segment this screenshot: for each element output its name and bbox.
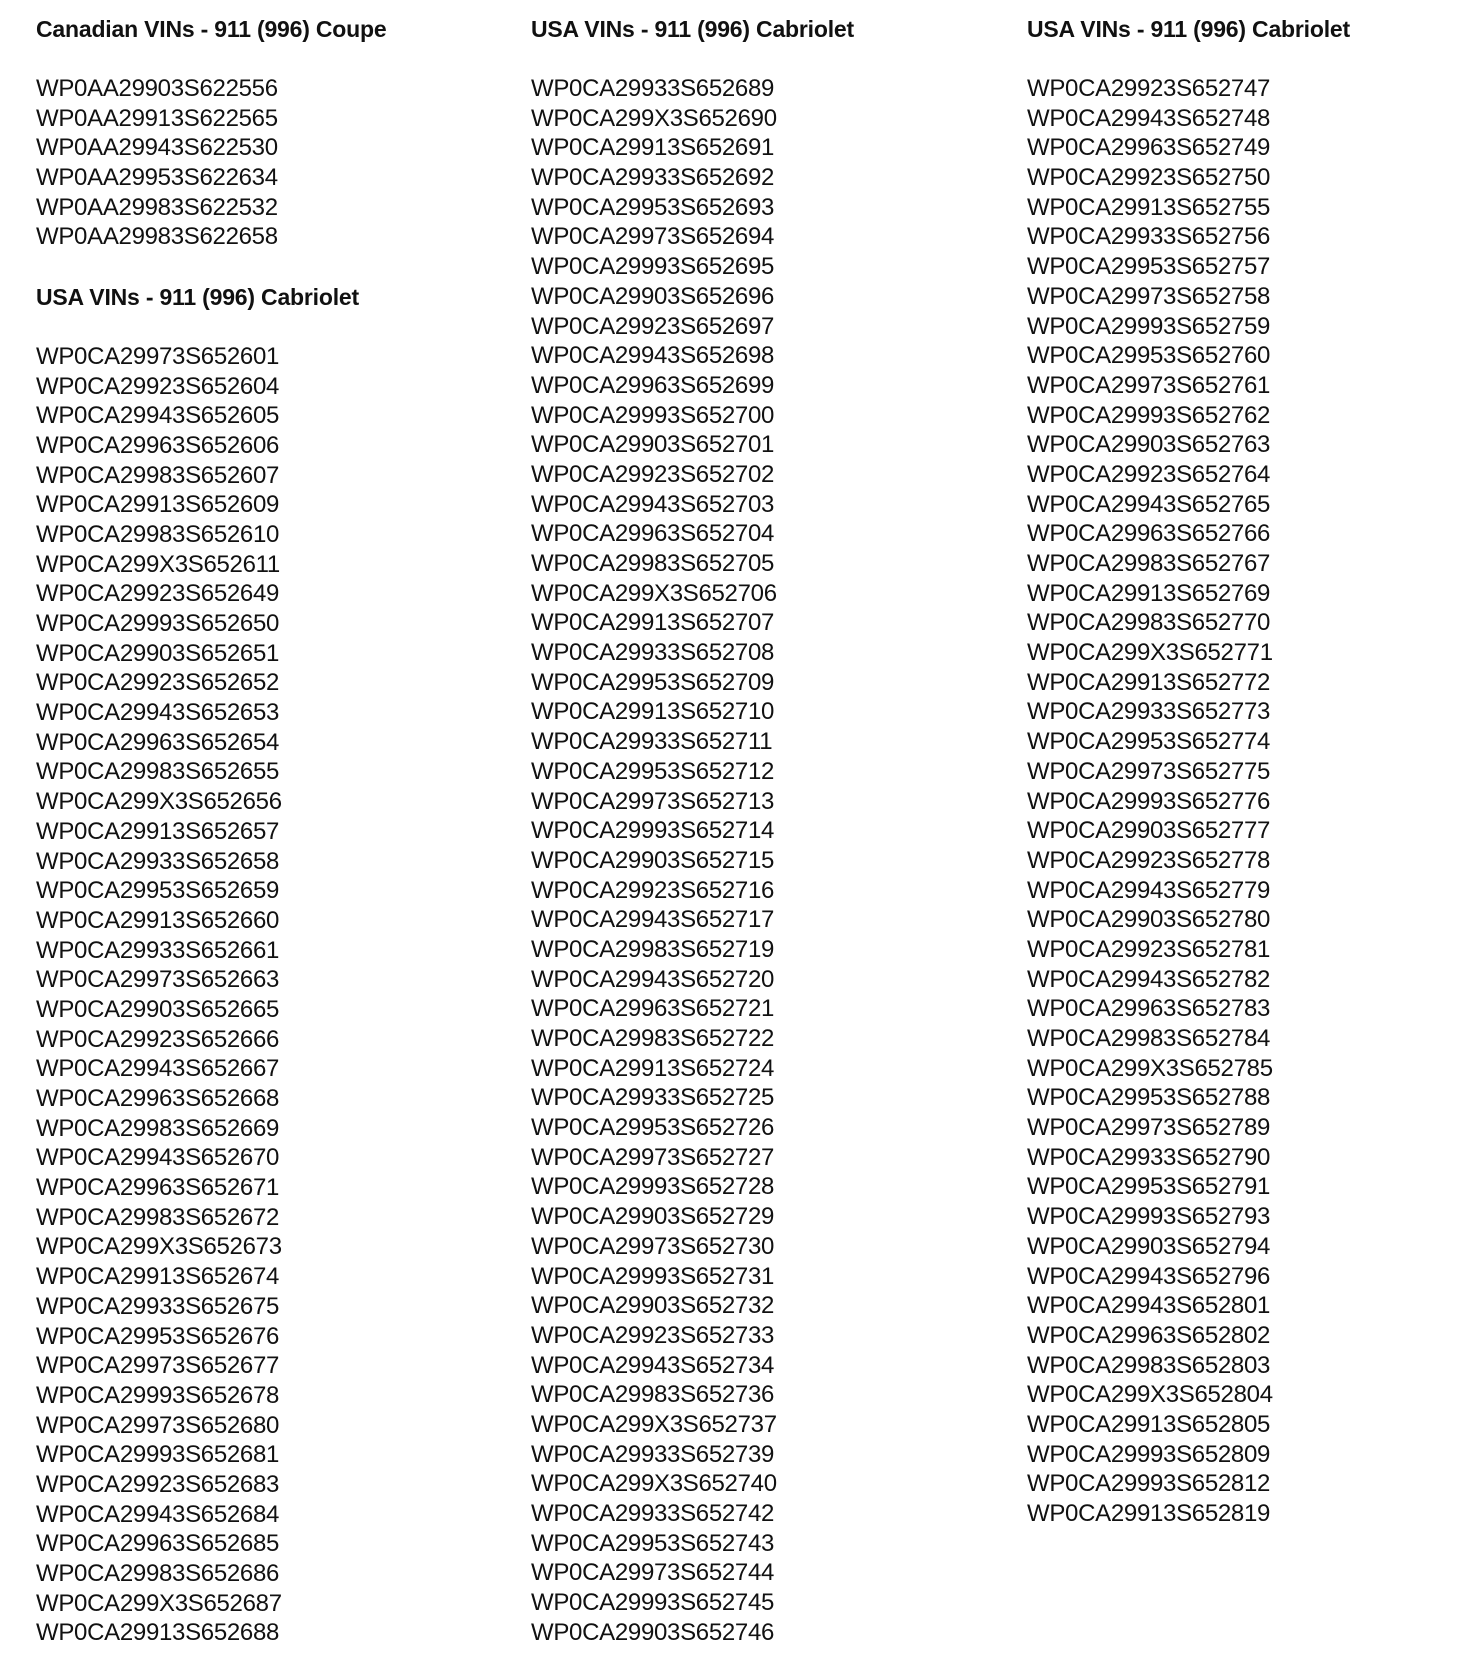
vin-item: WP0CA29923S652702 [531,460,775,488]
group-usa-cabriolet-3 [1027,14,1350,1529]
vin-item: WP0CA29963S652685 [36,1530,280,1558]
vin-list [531,74,854,1647]
vin-item: WP0CA29943S652684 [36,1500,280,1528]
vin-item: WP0CA29983S652655 [36,758,280,786]
vin-item: WP0CA29923S652733 [531,1321,775,1349]
vin-item: WP0CA29963S652749 [1027,134,1271,162]
vin-item: WP0CA29973S652601 [36,342,280,370]
vin-item: WP0CA29913S652688 [36,1619,280,1647]
vin-item: WP0CA29903S652665 [36,995,280,1023]
vin-item: WP0CA29983S652669 [36,1114,280,1142]
vin-item: WP0CA29973S652730 [531,1232,775,1260]
vin-item: WP0CA29963S652606 [36,431,280,459]
vin-item: WP0CA29993S652714 [531,817,775,845]
vin-item: WP0CA29923S652764 [1027,460,1271,488]
vin-item: WP0CA29973S652677 [36,1352,280,1380]
vin-item: WP0CA29953S652788 [1027,1084,1271,1112]
vin-item: WP0CA29943S652782 [1027,965,1271,993]
vin-list [36,74,386,252]
vin-item: WP0CA29903S652780 [1027,906,1271,934]
vin-item: WP0CA29923S652716 [531,876,775,904]
vin-item: WP0CA29943S652667 [36,1055,280,1083]
vin-item: WP0CA29943S652670 [36,1144,280,1172]
vin-item: WP0CA299X3S652690 [531,104,777,132]
vin-item: WP0CA29993S652759 [1027,312,1271,340]
vin-item: WP0CA29903S652701 [531,431,775,459]
vin-item: WP0CA29973S652680 [36,1411,280,1439]
vin-item: WP0CA29973S652663 [36,966,280,994]
vin-item: WP0CA29983S652705 [531,550,775,577]
vin-item: WP0CA29933S652658 [36,847,280,875]
section-heading: Canadian VINs - 911 (996) Coupe [36,16,387,42]
group-usa-cabriolet-2 [531,14,854,1647]
vin-item: WP0CA29983S652607 [36,461,280,489]
vin-item: WP0CA29913S652819 [1027,1500,1271,1527]
vin-item: WP0CA29963S652721 [531,995,775,1023]
vin-item: WP0CA29913S652805 [1027,1410,1271,1438]
vin-item: WP0CA29923S652750 [1027,164,1271,192]
vin-item: WP0CA29903S652777 [1027,817,1271,845]
vin-item: WP0CA29983S652784 [1027,1025,1271,1052]
vin-item: WP0CA29933S652675 [36,1292,280,1320]
vin-item: WP0AA29983S622532 [36,193,278,221]
vin-item: WP0CA29993S652812 [1027,1470,1271,1498]
vin-item: WP0CA29993S652681 [36,1441,280,1469]
vin-item: WP0CA29913S652657 [36,817,280,845]
vin-item: WP0CA29983S652610 [36,520,280,548]
vin-item: WP0CA29953S652774 [1027,728,1271,756]
vin-item: WP0CA29993S652678 [36,1381,280,1409]
vin-item: WP0CA29933S652708 [531,639,775,667]
vin-item: WP0CA29993S652728 [531,1173,775,1201]
vin-item: WP0CA29973S652789 [1027,1114,1271,1142]
vin-item: WP0CA29953S652709 [531,668,775,696]
vin-item: WP0CA29903S652696 [531,282,775,310]
vin-item: WP0CA29993S652700 [531,401,775,429]
vin-item: WP0CA29963S652783 [1027,995,1271,1023]
vin-item: WP0CA29983S652719 [531,935,775,963]
vin-item: WP0CA29943S652734 [531,1351,775,1379]
vin-item: WP0CA29923S652683 [36,1470,280,1498]
vin-item: WP0CA29953S652676 [36,1322,280,1350]
vin-item: WP0CA29903S652715 [531,846,775,874]
vin-item: WP0CA29933S652711 [531,728,773,756]
vin-item: WP0CA29993S652793 [1027,1203,1271,1231]
column-1 [36,14,386,1648]
vin-item: WP0CA29953S652791 [1027,1173,1271,1201]
vin-item: WP0CA299X3S652804 [1027,1381,1273,1409]
vin-item: WP0CA299X3S652611 [36,550,280,578]
vin-item: WP0CA29923S652747 [1027,75,1271,102]
vin-item: WP0CA29963S652654 [36,728,280,756]
vin-item: WP0CA29943S652698 [531,342,775,370]
section-heading: USA VINs - 911 (996) Cabriolet [531,16,854,42]
vin-item: WP0CA29943S652765 [1027,490,1271,518]
vin-item: WP0CA29913S652769 [1027,579,1271,607]
vin-item: WP0CA29963S652766 [1027,520,1271,548]
vin-item: WP0CA29983S652686 [36,1560,280,1587]
vin-item: WP0CA29913S652691 [531,134,775,162]
vin-item: WP0CA29913S652755 [1027,193,1271,221]
vin-item: WP0CA29933S652692 [531,164,775,192]
vin-item: WP0CA29983S652672 [36,1203,280,1231]
vin-item: WP0CA29953S652659 [36,877,280,905]
vin-item: WP0CA29973S652694 [531,223,775,251]
vin-item: WP0CA29923S652649 [36,580,280,608]
vin-item: WP0CA29933S652756 [1027,223,1271,251]
vin-item: WP0CA29933S652790 [1027,1143,1271,1171]
vin-item: WP0CA29963S652671 [36,1174,280,1202]
vin-item: WP0CA29923S652604 [36,372,280,400]
vin-item: WP0CA29943S652801 [1027,1292,1271,1320]
vin-item: WP0CA29913S652609 [36,491,280,519]
vin-item: WP0AA29903S622556 [36,75,278,102]
vin-item: WP0CA29903S652763 [1027,431,1271,459]
vin-item: WP0CA29983S652767 [1027,550,1271,577]
vin-item: WP0CA29933S652689 [531,75,775,102]
vin-item: WP0CA29993S652731 [531,1262,775,1290]
vin-item: WP0CA29933S652661 [36,936,280,964]
vin-item: WP0CA29953S652693 [531,193,775,221]
vin-item: WP0CA29903S652746 [531,1618,775,1646]
vin-item: WP0CA29983S652722 [531,1025,775,1052]
vin-item: WP0CA29943S652653 [36,699,280,727]
vin-item: WP0CA29953S652757 [1027,253,1271,281]
vin-item: WP0CA299X3S652673 [36,1233,282,1261]
vin-item: WP0CA29953S652743 [531,1529,775,1557]
vin-list [1027,74,1350,1529]
vin-item: WP0CA29973S652758 [1027,282,1271,310]
vin-item: WP0CA29923S652652 [36,669,280,697]
vin-item: WP0CA299X3S652785 [1027,1054,1273,1082]
vin-item: WP0CA29913S652660 [36,906,280,934]
group-usa-cabriolet-1 [36,282,386,1648]
vin-item: WP0CA29943S652796 [1027,1262,1271,1290]
vin-item: WP0CA29933S652773 [1027,698,1271,726]
vin-item: WP0CA29943S652779 [1027,876,1271,904]
vin-item: WP0CA29983S652770 [1027,609,1271,637]
vin-item: WP0CA29923S652697 [531,312,775,340]
vin-item: WP0AA29913S622565 [36,104,278,132]
vin-item: WP0CA29933S652742 [531,1500,775,1527]
vin-item: WP0CA29953S652726 [531,1114,775,1142]
vin-item: WP0CA29913S652707 [531,609,775,637]
vin-item: WP0CA29903S652794 [1027,1232,1271,1260]
vin-item: WP0CA29993S652745 [531,1589,775,1617]
vin-item: WP0CA29913S652724 [531,1054,775,1082]
vin-item: WP0CA29943S652748 [1027,104,1271,132]
vin-item: WP0CA29993S652762 [1027,401,1271,429]
section-heading: USA VINs - 911 (996) Cabriolet [1027,16,1350,42]
vin-item: WP0CA29923S652781 [1027,935,1271,963]
section-heading: USA VINs - 911 (996) Cabriolet [36,283,359,310]
vin-item: WP0CA29963S652802 [1027,1321,1271,1349]
vin-item: WP0CA29913S652674 [36,1263,280,1291]
vin-item: WP0CA29933S652739 [531,1440,775,1468]
vin-item: WP0CA29993S652650 [36,610,280,637]
vin-item: WP0CA299X3S652740 [531,1470,777,1498]
vin-item: WP0CA29933S652725 [531,1084,775,1112]
vin-item: WP0CA29943S652703 [531,490,775,518]
group-canadian-coupe [36,14,386,252]
vin-item: WP0CA29983S652803 [1027,1351,1271,1379]
vin-item: WP0AA29943S622530 [36,134,278,162]
vin-item: WP0CA29943S652605 [36,402,280,430]
vin-item: WP0CA299X3S652656 [36,788,282,816]
vin-item: WP0CA29963S652704 [531,520,775,548]
vin-item: WP0CA29903S652729 [531,1203,775,1231]
vin-item: WP0CA29963S652699 [531,371,775,399]
vin-item: WP0CA29993S652809 [1027,1440,1271,1468]
vin-item: WP0CA29913S652772 [1027,668,1271,696]
vin-item: WP0CA29923S652666 [36,1025,280,1053]
vin-item: WP0CA29973S652744 [531,1559,775,1587]
vin-item: WP0CA29943S652720 [531,965,775,993]
vin-item: WP0CA29973S652713 [531,787,775,815]
vin-item: WP0CA29973S652761 [1027,371,1271,399]
vin-item: WP0CA29903S652732 [531,1292,775,1320]
column-3 [1027,14,1350,1529]
vin-item: WP0CA29973S652775 [1027,757,1271,785]
vin-item: WP0CA29903S652651 [36,639,280,667]
vin-item: WP0CA29963S652668 [36,1085,280,1112]
column-2 [531,14,854,1647]
vin-item: WP0CA29953S652760 [1027,342,1271,370]
vin-item: WP0CA299X3S652687 [36,1589,282,1617]
vin-item: WP0AA29953S622634 [36,164,278,192]
vin-item: WP0CA29913S652710 [531,698,775,726]
vin-item: WP0CA299X3S652737 [531,1410,777,1438]
vin-item: WP0CA29923S652778 [1027,846,1271,874]
vin-item: WP0CA29993S652776 [1027,787,1271,815]
vin-item: WP0AA29983S622658 [36,223,278,251]
vin-item: WP0CA29943S652717 [531,906,775,934]
vin-item: WP0CA29993S652695 [531,253,775,281]
vin-item: WP0CA29953S652712 [531,757,775,785]
vin-item: WP0CA299X3S652706 [531,579,777,607]
vin-item: WP0CA299X3S652771 [1027,639,1273,667]
vin-list [36,342,386,1648]
vin-item: WP0CA29983S652736 [531,1381,775,1409]
vin-item: WP0CA29973S652727 [531,1143,775,1171]
